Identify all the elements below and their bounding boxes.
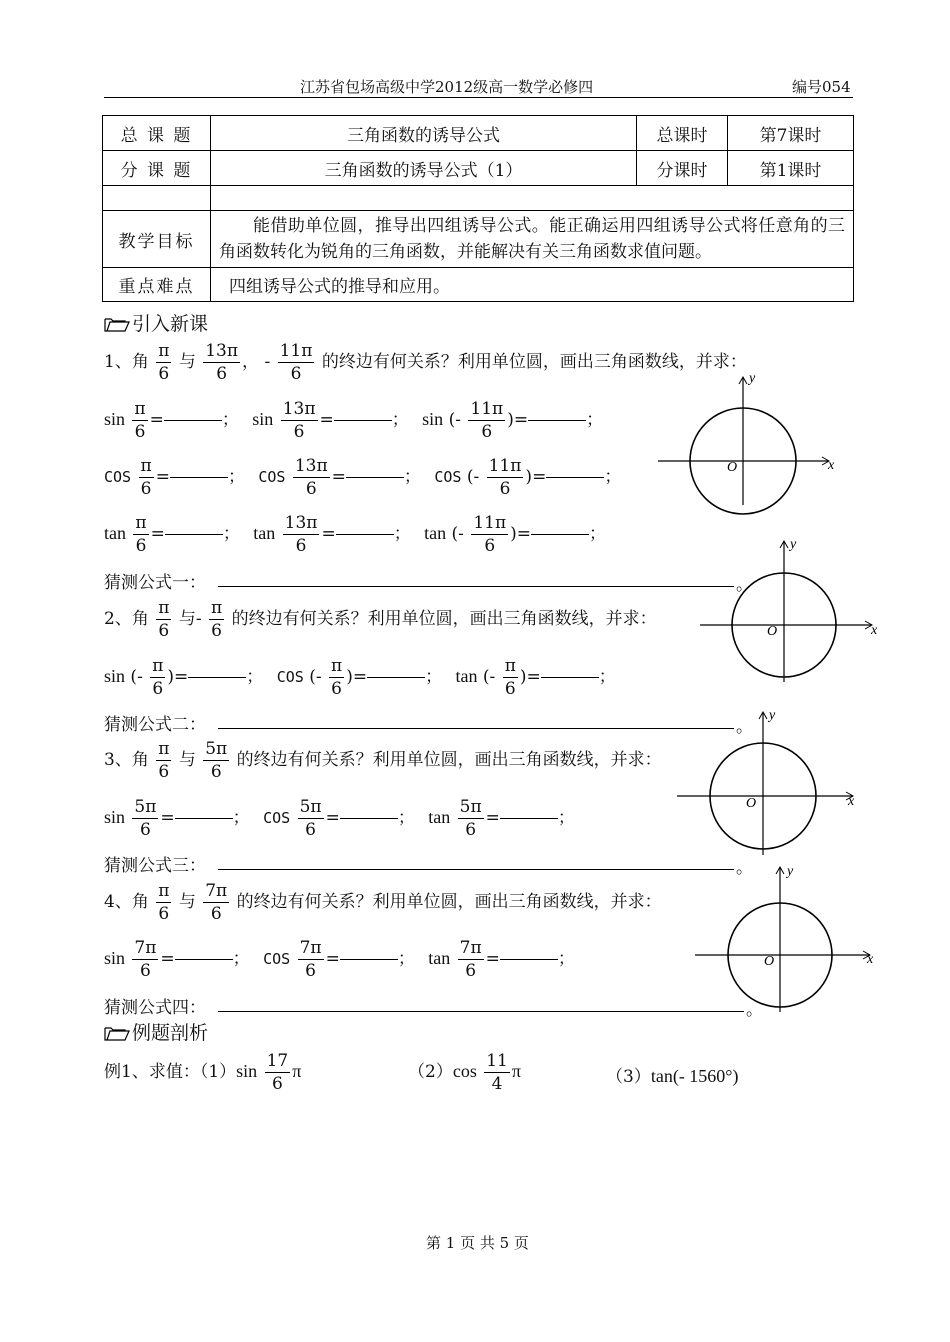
fraction [132, 937, 158, 982]
unit-circle-diagram-2 [697, 536, 882, 691]
semicolon: ； [604, 467, 622, 487]
denominator: 6 [465, 961, 477, 981]
numerator: π [135, 513, 147, 533]
guess-3-line[interactable] [218, 869, 734, 870]
fn-cos: COS [104, 468, 132, 486]
conj-yu: 与 [178, 352, 196, 372]
numerator: 5π [134, 797, 157, 817]
q2-suffix: 的终边有何关系？利用单位圆，画出三角函数线，并求： [231, 609, 657, 629]
minus-sign: - [195, 609, 202, 629]
key-points-value: 四组诱导公式的推导和应用。 [211, 268, 854, 302]
denominator: 6 [158, 762, 170, 782]
denominator: 6 [140, 479, 152, 499]
fn-sin: sin [104, 666, 126, 686]
answer-blank[interactable] [541, 677, 599, 678]
section-examples-title: 例题剖析 [132, 1022, 209, 1044]
equals: = [526, 667, 541, 687]
numerator: π [210, 598, 223, 618]
paren: ) [167, 667, 175, 687]
origin-label: O [746, 796, 757, 811]
numerator: 7π [205, 881, 228, 901]
fraction [484, 1050, 510, 1095]
minus-sign: - [458, 524, 464, 544]
fraction [487, 455, 524, 500]
answer-blank[interactable] [340, 959, 398, 960]
part-3-label: （3） [606, 1067, 651, 1087]
answer-blank[interactable] [500, 959, 558, 960]
numerator: π [504, 656, 516, 676]
fraction [150, 655, 165, 700]
answer-blank[interactable] [165, 534, 223, 535]
fraction [468, 398, 505, 443]
semicolon: ； [391, 410, 409, 430]
numerator: 13π [294, 456, 328, 476]
numerator: 11 [486, 1051, 508, 1071]
fraction [278, 340, 315, 385]
equals: = [352, 667, 368, 687]
x-axis-label: x [828, 458, 835, 473]
fn-cos: COS [263, 809, 291, 827]
denominator: 6 [210, 762, 222, 782]
total-topic-value: 三角函数的诱导公式 [211, 116, 637, 151]
minus-sign: - [264, 352, 271, 372]
equals: = [160, 949, 175, 969]
fn-sin: sin [252, 409, 274, 429]
folder-icon [104, 1025, 130, 1041]
fraction [458, 937, 484, 982]
semicolon: ； [557, 808, 575, 828]
paren: ( [309, 667, 316, 687]
unit-circle-diagram-3 [673, 707, 863, 862]
numerator: 5π [459, 797, 482, 817]
fraction [139, 455, 154, 500]
sub-hours-value: 第1课时 [728, 151, 854, 186]
numerator: 13π [205, 341, 239, 361]
guess-4-label: 猜测公式四： [104, 998, 206, 1018]
header-rule [104, 97, 853, 98]
y-axis-label: y [787, 864, 794, 879]
guess-3-label: 猜测公式三： [104, 856, 206, 876]
fraction [281, 398, 318, 443]
semicolon: ； [232, 949, 250, 969]
paren: ) [510, 524, 517, 544]
section-intro [104, 309, 208, 336]
denominator: 6 [216, 364, 228, 384]
q4-prefix: 4、角 [104, 892, 149, 912]
fraction [503, 655, 518, 700]
q1-sin-row [104, 398, 603, 443]
denominator: 6 [305, 961, 316, 981]
conj-yu: 与 [178, 892, 196, 912]
pi-symbol: π [511, 1061, 521, 1081]
equals: = [319, 410, 334, 430]
empty-cell [103, 186, 211, 211]
numerator: π [158, 598, 170, 618]
equals: = [174, 667, 189, 687]
denominator: 6 [140, 820, 151, 840]
denominator: 6 [295, 536, 307, 556]
q2-prefix: 2、角 [104, 609, 149, 629]
comma: ， [242, 352, 260, 372]
semicolon: ； [598, 667, 616, 687]
numerator: 7π [134, 938, 157, 958]
tan-expression: tan(- 1560°) [650, 1066, 739, 1086]
origin-label: O [764, 954, 775, 969]
period: 。 [746, 1000, 763, 1020]
paren: ( [466, 467, 474, 487]
answer-blank[interactable] [346, 477, 404, 478]
guess-1-label: 猜测公式一： [104, 573, 206, 593]
guess-2-label: 猜测公式二： [104, 715, 206, 735]
denominator: 6 [484, 536, 496, 556]
paren: ( [482, 667, 490, 687]
doc-code: 编号054 [792, 78, 851, 96]
answer-blank[interactable] [175, 818, 233, 819]
page-footer: 第 1 页 共 5 页 [426, 1234, 529, 1252]
fn-tan: tan [253, 523, 276, 543]
question-2 [104, 597, 657, 642]
numerator: 11π [279, 341, 313, 361]
paren: ) [525, 467, 533, 487]
sub-topic-value: 三角函数的诱导公式（1） [211, 151, 637, 186]
fraction [265, 1050, 291, 1095]
equals: = [485, 949, 500, 969]
minus-sign: - [455, 410, 461, 430]
denominator: 6 [499, 479, 511, 499]
answer-blank[interactable] [367, 677, 425, 678]
section-examples [104, 1018, 208, 1045]
fraction [132, 398, 147, 443]
denominator: 6 [293, 422, 305, 442]
unit-circle-diagram-4 [692, 862, 882, 1017]
x-axis-label: x [871, 623, 878, 638]
question-3 [104, 738, 662, 783]
fraction [156, 597, 171, 642]
part-1-label: （1） [199, 1062, 237, 1082]
answer-blank[interactable] [175, 959, 233, 960]
guess-4-line[interactable] [218, 1011, 744, 1012]
q2-row [104, 655, 616, 700]
paren: ) [346, 667, 353, 687]
fn-sin: sin [104, 409, 126, 429]
label-key-points: 重点难点 [103, 268, 211, 302]
total-hours-value: 第7课时 [728, 116, 854, 151]
answer-blank[interactable] [188, 677, 246, 678]
doc-school-title: 江苏省包场高级中学2012级高一数学必修四 [300, 78, 594, 96]
equals: = [149, 410, 164, 430]
numerator: 11π [470, 399, 504, 419]
fraction [283, 512, 320, 557]
semicolon: ； [232, 808, 250, 828]
label-total-hours: 总课时 [637, 116, 728, 151]
fn-tan: tan [104, 523, 126, 543]
semicolon: ； [557, 949, 575, 969]
fraction [133, 512, 148, 557]
fraction [203, 340, 240, 385]
fraction [329, 655, 344, 700]
answer-blank[interactable] [528, 420, 586, 421]
numerator: 13π [284, 513, 318, 533]
denominator: 6 [134, 422, 146, 442]
fraction [203, 880, 229, 925]
semicolon: ； [397, 808, 415, 828]
numerator: π [134, 399, 146, 419]
semicolon: ； [397, 949, 415, 969]
paren: ( [451, 524, 459, 544]
denominator: 4 [491, 1074, 503, 1094]
numerator: 7π [459, 938, 482, 958]
denominator: 6 [210, 904, 222, 924]
question-4 [104, 880, 662, 925]
denominator: 6 [504, 679, 516, 699]
equals: = [325, 808, 340, 828]
denominator: 6 [305, 479, 317, 499]
guess-2-line[interactable] [218, 728, 734, 729]
pi-symbol: π [292, 1061, 302, 1081]
equals: = [160, 808, 175, 828]
label-total-topic: 总 课 题 [103, 116, 211, 151]
origin-label: O [727, 460, 738, 475]
fn-tan: tan [428, 807, 451, 827]
fn-cos: COS [434, 468, 462, 486]
numerator: 13π [282, 399, 316, 419]
fraction [298, 796, 324, 841]
minus-sign: - [315, 667, 322, 687]
denominator: 6 [135, 536, 147, 556]
x-axis-label: x [867, 952, 874, 967]
equals: = [155, 467, 170, 487]
semicolon: ； [222, 524, 240, 544]
denominator: 6 [152, 679, 164, 699]
fn-sin: sin [422, 409, 444, 429]
equals: = [331, 467, 346, 487]
fraction [132, 796, 158, 841]
lesson-info-table [102, 115, 854, 302]
fraction [156, 880, 171, 925]
conj-yu: 与 [178, 750, 196, 770]
fraction [156, 340, 171, 385]
equals: = [513, 410, 529, 430]
q1-suffix: 的终边有何关系？利用单位圆，画出三角函数线，并求： [321, 352, 747, 372]
numerator: π [158, 739, 170, 759]
fn-sin: sin [104, 807, 126, 827]
numerator: π [158, 881, 170, 901]
y-axis-label: y [769, 708, 776, 723]
semicolon: ； [221, 410, 239, 430]
fraction [203, 738, 229, 783]
denominator: 6 [465, 820, 477, 840]
fn-cos: cos [452, 1061, 477, 1081]
fraction [298, 937, 324, 982]
denominator: 6 [271, 1074, 283, 1094]
answer-blank[interactable] [340, 818, 398, 819]
answer-blank[interactable] [336, 534, 394, 535]
paren: ( [448, 410, 456, 430]
semicolon: ； [589, 524, 607, 544]
numerator: 5π [299, 797, 322, 817]
equals: = [485, 808, 500, 828]
q4-suffix: 的终边有何关系？利用单位圆，画出三角函数线，并求： [236, 892, 662, 912]
minus-sign: - [489, 667, 496, 687]
q1-cos-row [104, 455, 621, 500]
fn-tan: tan [424, 523, 447, 543]
answer-blank[interactable] [170, 477, 228, 478]
numerator: π [331, 656, 343, 676]
answer-blank[interactable] [334, 420, 392, 421]
folder-icon [104, 316, 130, 332]
semicolon: ； [246, 667, 264, 687]
example-1 [104, 1050, 301, 1095]
equals: = [532, 467, 547, 487]
denominator: 6 [331, 679, 342, 699]
numerator: π [140, 456, 152, 476]
denominator: 6 [211, 621, 222, 641]
denominator: 6 [140, 961, 151, 981]
semicolon: ； [425, 667, 443, 687]
q1-tan-row [104, 512, 606, 557]
answer-blank[interactable] [500, 818, 558, 819]
minus-sign: - [137, 667, 143, 687]
numerator: π [152, 656, 164, 676]
equals: = [150, 524, 165, 544]
denominator: 6 [158, 621, 170, 641]
semicolon: ； [393, 524, 411, 544]
answer-blank[interactable] [164, 420, 222, 421]
y-axis-label: y [749, 371, 756, 386]
unit-circle-diagram-1 [650, 370, 840, 520]
fn-tan: tan [455, 666, 478, 686]
period: 。 [736, 717, 753, 737]
fn-cos: COS [258, 468, 286, 486]
denominator: 6 [481, 422, 493, 442]
fn-cos: COS [263, 950, 291, 968]
denominator: 6 [158, 364, 170, 384]
part-2-label: （2） [408, 1062, 453, 1082]
semicolon: ； [403, 467, 421, 487]
denominator: 6 [305, 820, 316, 840]
equals: = [321, 524, 336, 544]
label-sub-hours: 分课时 [637, 151, 728, 186]
equals: = [325, 949, 340, 969]
fn-sin: sin [104, 948, 126, 968]
fn-sin: sin [236, 1061, 258, 1081]
answer-blank[interactable] [546, 477, 604, 478]
q3-suffix: 的终边有何关系？利用单位圆，画出三角函数线，并求： [236, 750, 662, 770]
fraction [293, 455, 330, 500]
numerator: 5π [205, 739, 228, 759]
numerator: 11π [473, 513, 507, 533]
paren: ) [519, 667, 527, 687]
example-1-part-3 [606, 1062, 739, 1087]
fn-tan: tan [428, 948, 451, 968]
label-sub-topic: 分 课 题 [103, 151, 211, 186]
denominator: 6 [158, 904, 170, 924]
equals: = [516, 524, 532, 544]
teaching-goal-value: 能借助单位圆，推导出四组诱导公式。能正确运用四组诱导公式将任意角的三角函数转化为锐角的三角函数，并能解决有关三角函数求值问题。 [211, 211, 854, 268]
q3-prefix: 3、角 [104, 750, 149, 770]
y-axis-label: y [790, 537, 797, 552]
q1-prefix: 1、角 [104, 352, 149, 372]
denominator: 6 [290, 364, 302, 384]
semicolon: ； [586, 410, 604, 430]
period: 。 [736, 858, 753, 878]
minus-sign: - [473, 467, 480, 487]
fraction [471, 512, 508, 557]
example-1-label: 例1、求值： [104, 1062, 200, 1082]
q3-row [104, 796, 575, 841]
origin-label: O [767, 624, 778, 639]
conj-yu: 与 [178, 609, 196, 629]
empty-cell [211, 186, 854, 211]
semicolon: ； [227, 467, 245, 487]
q4-row [104, 937, 575, 982]
fn-cos: COS [276, 668, 304, 686]
paren: ) [507, 410, 514, 430]
section-intro-title: 引入新课 [132, 313, 209, 335]
answer-blank[interactable] [531, 534, 589, 535]
fraction [209, 597, 224, 642]
guess-1-line[interactable] [218, 586, 734, 587]
fraction [156, 738, 171, 783]
period: 。 [736, 575, 753, 595]
paren: ( [130, 667, 138, 687]
fraction [458, 796, 484, 841]
numerator: 11π [488, 456, 522, 476]
example-1-part-2 [408, 1050, 521, 1095]
x-axis-label: x [848, 794, 855, 809]
label-teaching-goal: 教学目标 [103, 211, 211, 268]
numerator: 17 [266, 1051, 289, 1071]
numerator: 7π [299, 938, 322, 958]
numerator: π [158, 341, 170, 361]
